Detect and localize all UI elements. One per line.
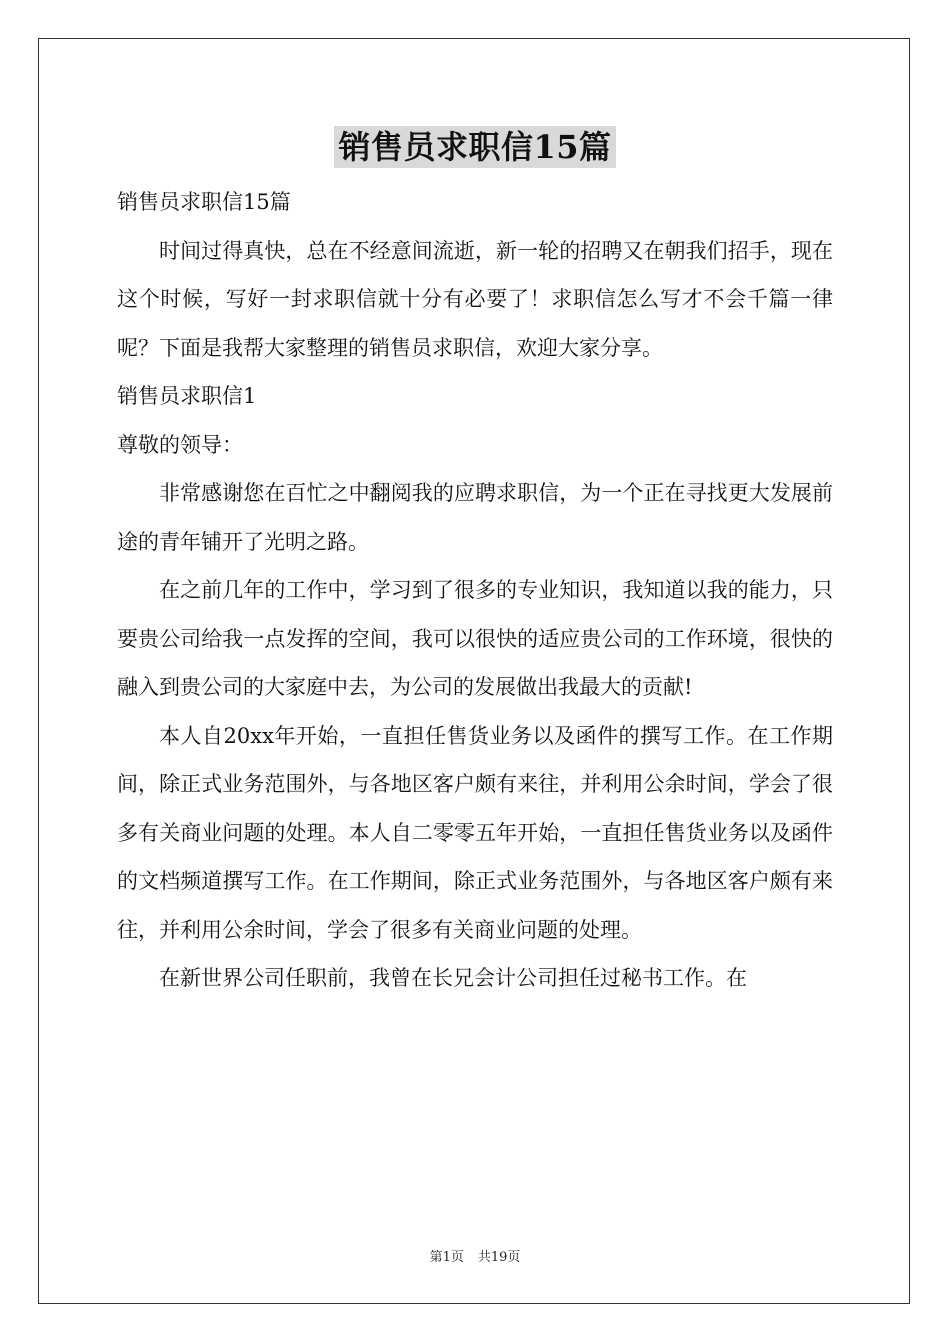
page-number: 第1页	[429, 1250, 464, 1265]
paragraph: 非常感谢您在百忙之中翻阅我的应聘求职信，为一个正在寻找更大发展前途的青年铺开了光明之路。	[117, 481, 833, 554]
title-container	[0, 126, 950, 168]
section-heading: 销售员求职信1	[117, 384, 257, 408]
document-title: 销售员求职信15篇	[334, 126, 615, 168]
paragraph: 在之前几年的工作中，学习到了很多的专业知识，我知道以我的能力，只要贵公司给我一点发挥的空间，我可以很快的适应贵公司的工作环境，很快的融入到贵公司的大家庭中去，为公司的发展做出我最大的贡献!	[117, 578, 833, 699]
page-total: 共19页	[477, 1250, 521, 1265]
paragraph: 时间过得真快，总在不经意间流逝，新一轮的招聘又在朝我们招手，现在这个时候，写好一封求职信就十分有必要了！求职信怎么写才不会千篇一律呢？下面是我帮大家整理的销售员求职信，欢迎大家分享。	[117, 238, 833, 360]
paragraph: 在新世界公司任职前，我曾在长兄会计公司担任过秘书工作。在	[159, 966, 747, 990]
salutation: 尊敬的领导：	[117, 432, 243, 457]
page-footer	[0, 1246, 950, 1265]
paragraph: 销售员求职信15篇	[117, 190, 291, 214]
document-body	[117, 178, 833, 1003]
paragraph: 本人自20xx年开始，一直担任售货业务以及函件的撰写工作。在工作期间，除正式业务范围外，与各地区客户颇有来往，并利用公余时间，学会了很多有关商业问题的处理。本人自二零零五年开始，一直担任售货业务以及函件的文档频道撰写工作。在工作期间，除正式业务范围外，与各地区客户颇有来往，并利用公余时间，学会了很多有关商业问题的处理。	[117, 723, 833, 942]
